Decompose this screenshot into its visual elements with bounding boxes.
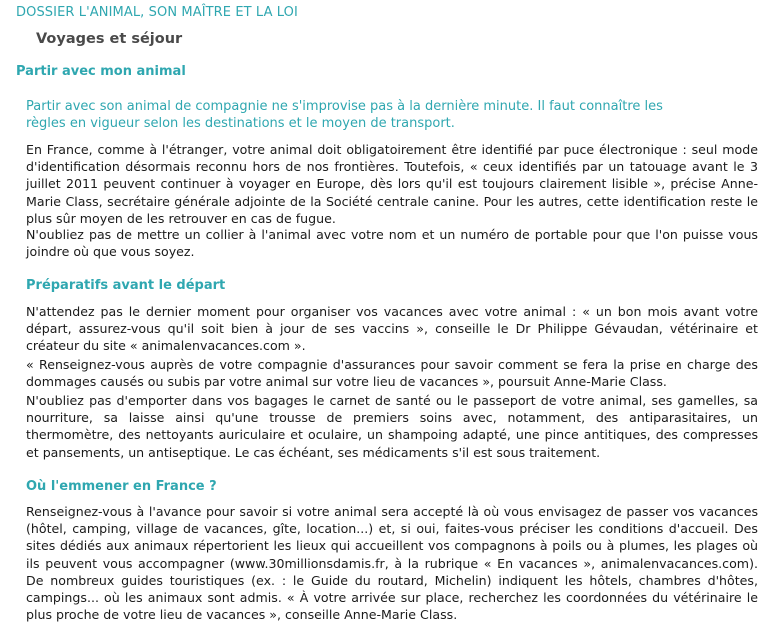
- paragraph-collier: N'oubliez pas de mettre un collier à l'animal avec votre nom et un numéro de portable pour que l'on puisse vous joindre où que vous soyez.: [26, 227, 758, 260]
- section-heading-partir: Partir avec mon animal: [16, 64, 186, 79]
- section-lead: Partir avec son animal de compagnie ne s'improvise pas à la dernière minute. Il faut connaître les règles en vigueur selon les destinations et le moyen de transport.: [26, 99, 663, 131]
- section-heading-preparatifs: Préparatifs avant le départ: [26, 278, 226, 293]
- paragraph-hebergement: Renseignez-vous à l'avance pour savoir si votre animal sera accepté là où vous envisagez de passer vos vacances (hôtel, camping, village de vacances, gîte, location...) et, si oui, faites-vous préciser les conditions d'accueil. Des sites dédiés aux animaux répertorient les lieux qui accueillent vos compagnons à poils ou à plumes, les plages où ils peuvent vous accompagner (www.30millionsdamis.fr, à la rubrique « En vacances », animalenvacances.com). De nombreux guides touristiques (ex. : le Guide du routard, Michelin) indiquent les hôtels, chambres d'hôtes, campings... où les animaux sont admis. « À votre arrivée sur place, recherchez les coordonnées du vétérinaire le plus proche de votre lieu de vacances », conseille Anne-Marie Class.: [26, 504, 758, 623]
- paragraph-vaccins: N'attendez pas le dernier moment pour organiser vos vacances avec votre animal : « un bon mois avant votre départ, assurez-vous qu'il soit bien à jour de ses vaccins », conseille le Dr Philippe Gévaudan, vétérinaire et créateur du site « animalenvacances.com ».: [26, 304, 758, 354]
- section-heading-emmener: Où l'emmener en France ?: [26, 479, 217, 494]
- paragraph-assurances: « Renseignez-vous auprès de votre compagnie d'assurances pour savoir comment se fera la prise en charge des dommages causés ou subis par votre animal sur votre lieu de vacances », poursuit Anne-Marie Class.: [26, 357, 758, 390]
- page-subtitle: Voyages et séjour: [36, 31, 183, 47]
- dossier-title: DOSSIER L'ANIMAL, SON MAÎTRE ET LA LOI: [16, 5, 298, 20]
- paragraph-bagages: N'oubliez pas d'emporter dans vos bagages le carnet de santé ou le passeport de votre animal, ses gamelles, sa nourriture, sa laisse ainsi qu'une trousse de premiers soins avec, notamment, des antiparasitaires, un thermomètre, des nettoyants auriculaire et oculaire, un shampoing adapté, une pince antitiques, des compresses et pansements, un antiseptique. Le cas échéant, ses médicaments s'il est sous traitement.: [26, 393, 758, 460]
- paragraph-identification: En France, comme à l'étranger, votre animal doit obligatoirement être identifié par puce électronique : seul mode d'identification désormais reconnu hors de nos frontières. Toutefois, « ceux identifiés par un tatouage avant le 3 juillet 2011 peuvent continuer à voyager en Europe, dès lors qu'il est toujours clairement lisible », précise Anne-Marie Class, secrétaire générale adjointe de la Société centrale canine. Pour les autres, cette identification reste le plus sûr moyen de les retrouver en cas de fugue.: [26, 142, 758, 226]
